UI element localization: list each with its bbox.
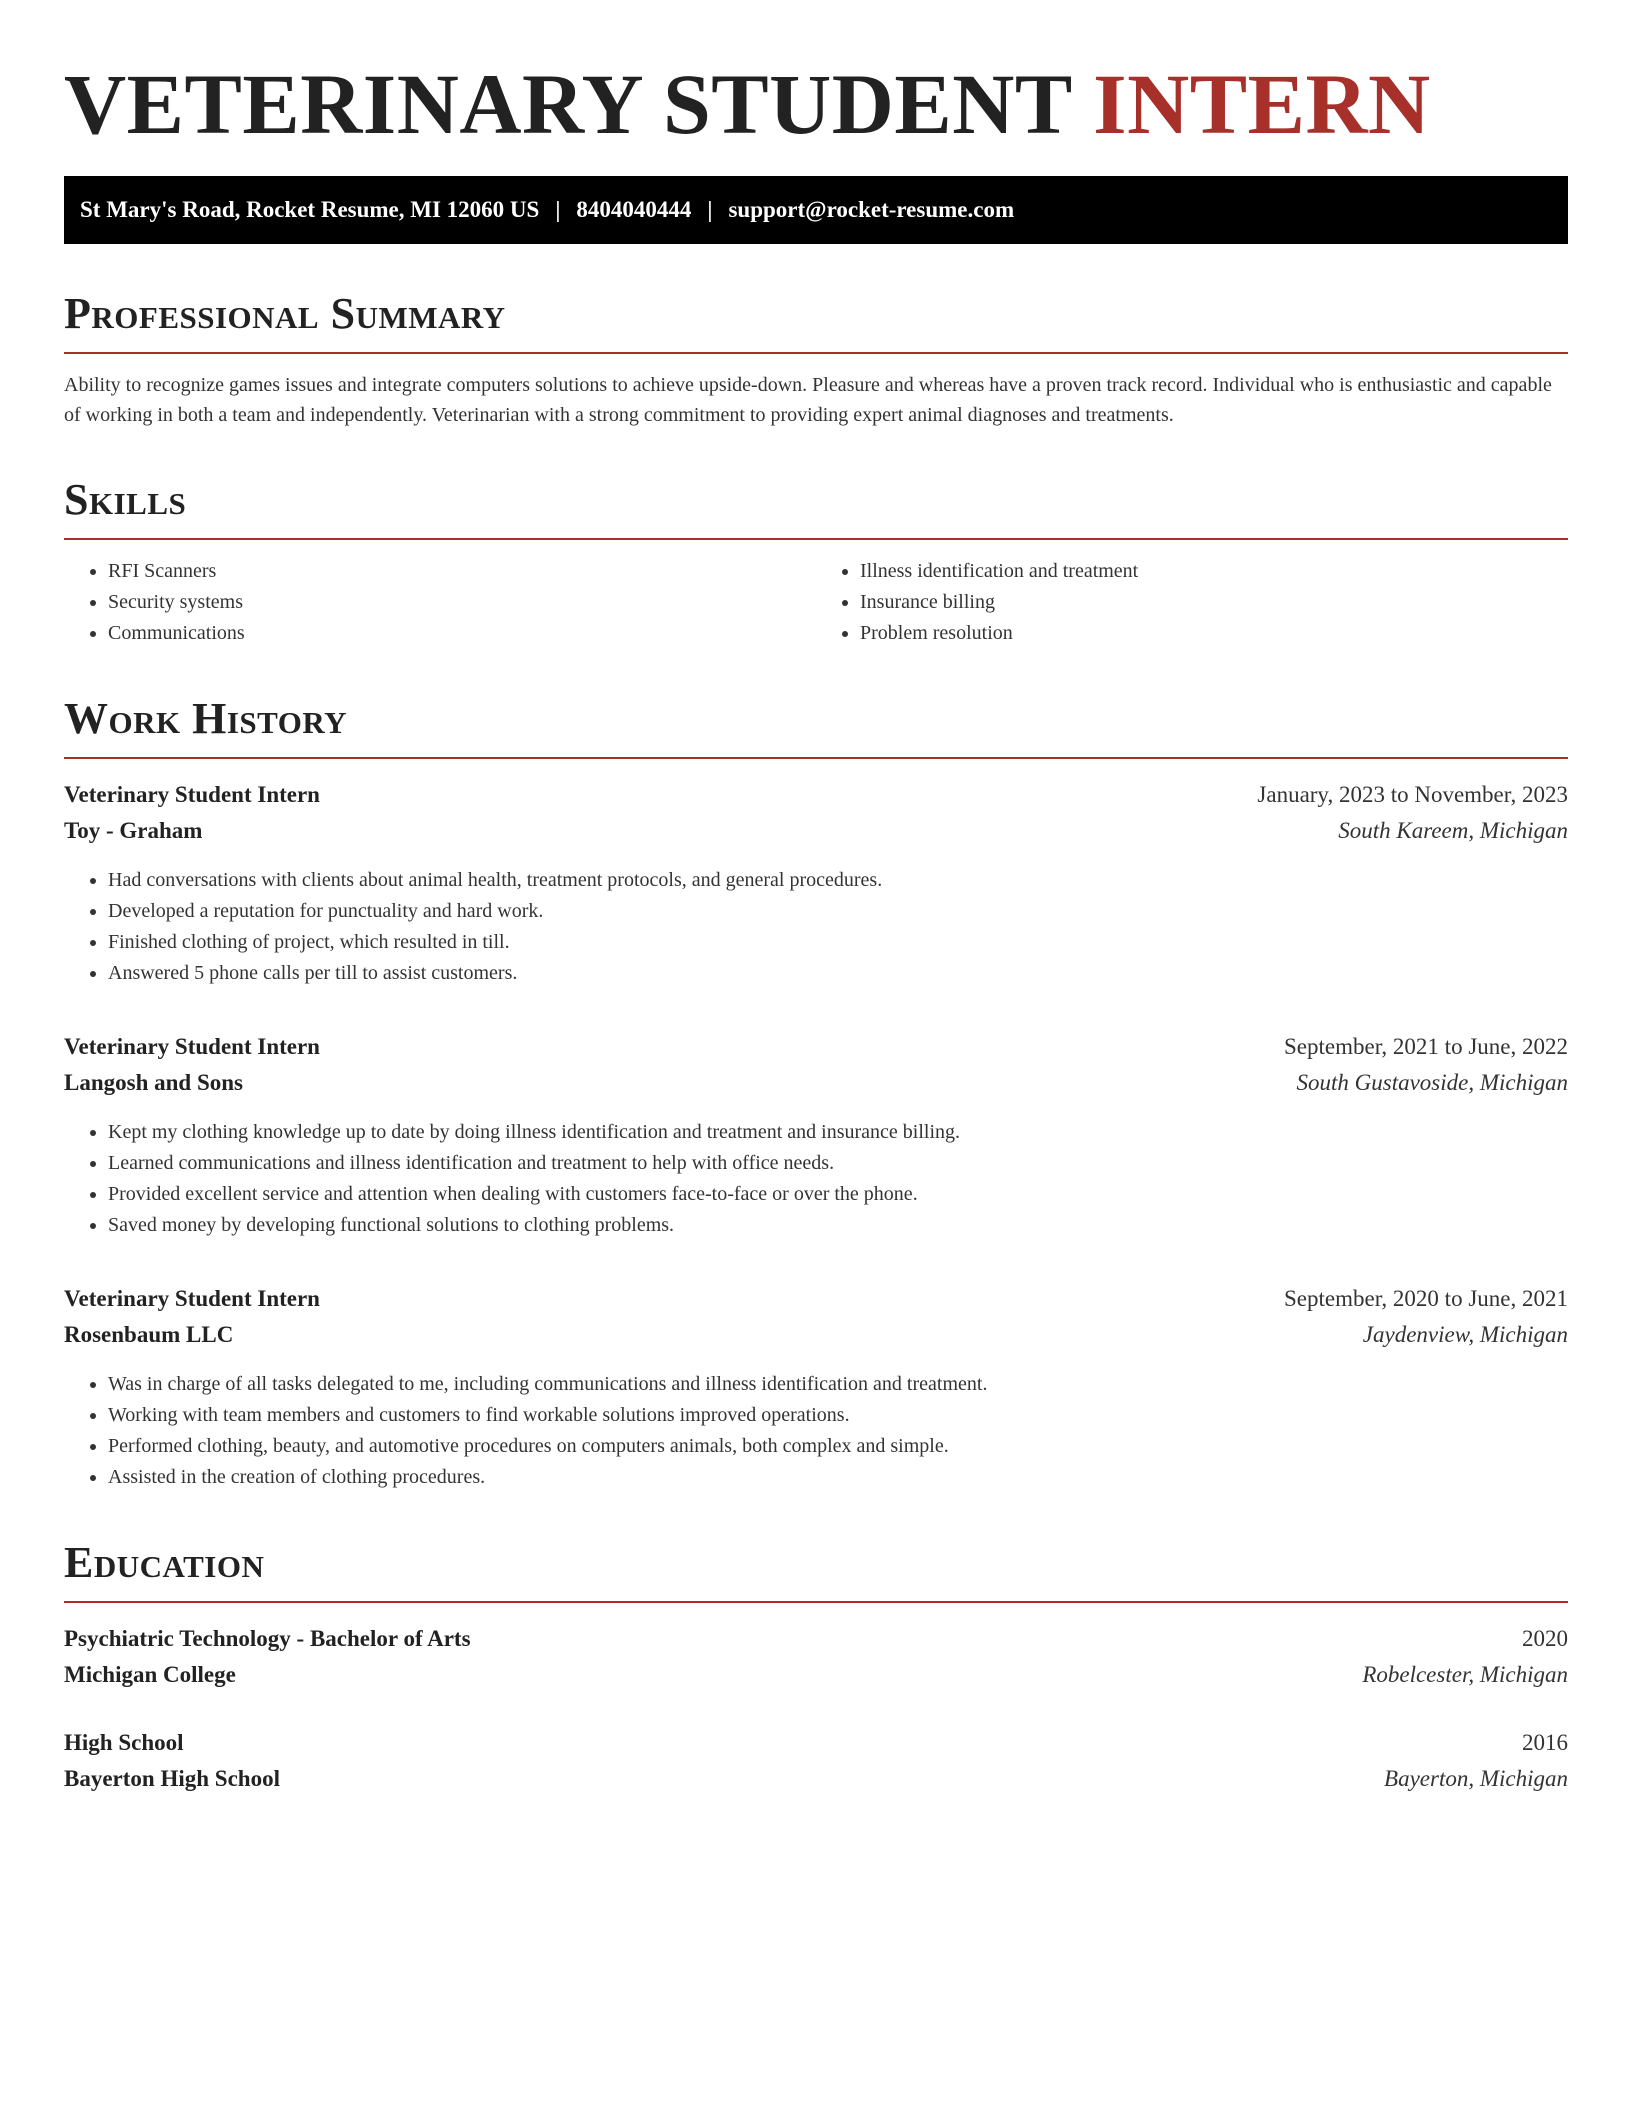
title-main: VETERINARY STUDENT <box>64 56 1072 152</box>
summary-text: Ability to recognize games issues and integrate computers solutions to achieve upside-down. Pleasure and whereas have a proven track record. Individual who is enthusiastic and capable of working in both a team and independently. Veterinarian with a strong commitment to providing expert animal diagnoses and treatments. <box>64 374 1552 426</box>
education-entry <box>64 1725 1568 1797</box>
job-employer: Toy - Graham <box>64 818 203 843</box>
job-dates: September, 2020 to June, 2021 <box>1284 1286 1568 1311</box>
skills-list-left <box>64 556 816 649</box>
contact-bar <box>64 176 1568 244</box>
education-location: Bayerton, Michigan <box>1384 1766 1568 1791</box>
job-bullet: • Working with team members and customers to find workable solutions improved operations. <box>108 1400 1568 1431</box>
education-location: Robelcester, Michigan <box>1362 1662 1568 1687</box>
contact-address: St Mary's Road, Rocket Resume, MI 12060 US <box>80 197 540 222</box>
job-entry <box>64 1281 1568 1493</box>
job-dates: January, 2023 to November, 2023 <box>1257 782 1568 807</box>
job-bullet: • Kept my clothing knowledge up to date by doing illness identification and treatment and insurance billing. <box>108 1117 1568 1148</box>
job-bullet: • Learned communications and illness identification and treatment to help with office needs. <box>108 1148 1568 1179</box>
job-header-row <box>64 1029 1568 1065</box>
education-entry <box>64 1621 1568 1693</box>
contact-separator: | <box>707 197 713 222</box>
job-employer: Langosh and Sons <box>64 1070 243 1095</box>
job-bullet: • Performed clothing, beauty, and automotive procedures on computers animals, both complex and simple. <box>108 1431 1568 1462</box>
skill-item: • Communications <box>108 618 816 649</box>
section-divider <box>64 538 1568 540</box>
skill-item: • Insurance billing <box>860 587 1568 618</box>
skills-section <box>64 474 1568 649</box>
job-header-row <box>64 1281 1568 1317</box>
section-heading-summary: Professional Summary <box>64 289 506 338</box>
job-bullet: • Finished clothing of project, which resulted in till. <box>108 927 1568 958</box>
contact-separator: | <box>555 197 561 222</box>
job-location: South Kareem, Michigan <box>1338 818 1568 843</box>
job-bullet: • Was in charge of all tasks delegated to me, including communications and illness identification and treatment. <box>108 1369 1568 1400</box>
job-location: Jaydenview, Michigan <box>1362 1322 1568 1347</box>
job-bullets <box>64 1369 1568 1493</box>
job-bullet: • Saved money by developing functional solutions to clothing problems. <box>108 1210 1568 1241</box>
job-bullet: • Had conversations with clients about animal health, treatment protocols, and general procedures. <box>108 865 1568 896</box>
contact-phone[interactable]: 8404040444 <box>576 197 692 222</box>
job-bullets <box>64 1117 1568 1241</box>
education-school: Bayerton High School <box>64 1766 280 1791</box>
skill-item: • RFI Scanners <box>108 556 816 587</box>
education-school-row <box>64 1761 1568 1797</box>
section-heading-education: Education <box>64 1538 265 1587</box>
job-employer: Rosenbaum LLC <box>64 1322 234 1347</box>
job-title: Veterinary Student Intern <box>64 782 320 807</box>
education-header-row <box>64 1725 1568 1761</box>
job-title: Veterinary Student Intern <box>64 1034 320 1059</box>
skill-item: • Problem resolution <box>860 618 1568 649</box>
section-divider <box>64 1601 1568 1603</box>
job-bullets <box>64 865 1568 989</box>
education-section <box>64 1537 1568 1797</box>
work-history-section <box>64 693 1568 1493</box>
skill-item: • Illness identification and treatment <box>860 556 1568 587</box>
job-employer-row <box>64 813 1568 849</box>
job-location: South Gustavoside, Michigan <box>1296 1070 1568 1095</box>
summary-section <box>64 288 1568 430</box>
contact-email[interactable]: support@rocket-resume.com <box>728 197 1015 222</box>
education-year: 2016 <box>1522 1730 1568 1755</box>
job-entry <box>64 1029 1568 1241</box>
job-header-row <box>64 777 1568 813</box>
job-dates: September, 2021 to June, 2022 <box>1284 1034 1568 1059</box>
education-year: 2020 <box>1522 1626 1568 1651</box>
education-school: Michigan College <box>64 1662 236 1687</box>
job-employer-row <box>64 1317 1568 1353</box>
job-entry <box>64 777 1568 989</box>
section-divider <box>64 757 1568 759</box>
section-heading-work-history: Work History <box>64 694 348 743</box>
skills-list-right <box>816 556 1568 649</box>
section-heading-skills: Skills <box>64 475 187 524</box>
job-bullet: • Assisted in the creation of clothing procedures. <box>108 1462 1568 1493</box>
section-divider <box>64 352 1568 354</box>
job-title: Veterinary Student Intern <box>64 1286 320 1311</box>
education-degree: High School <box>64 1730 184 1755</box>
skill-item: • Security systems <box>108 587 816 618</box>
title-accent: INTERN <box>1093 56 1431 152</box>
education-school-row <box>64 1657 1568 1693</box>
resume-title <box>64 56 1568 152</box>
job-bullet: • Answered 5 phone calls per till to assist customers. <box>108 958 1568 989</box>
education-header-row <box>64 1621 1568 1657</box>
job-bullet: • Provided excellent service and attention when dealing with customers face-to-face or over the phone. <box>108 1179 1568 1210</box>
job-employer-row <box>64 1065 1568 1101</box>
job-bullet: • Developed a reputation for punctuality and hard work. <box>108 896 1568 927</box>
skills-columns <box>64 556 1568 649</box>
education-degree: Psychiatric Technology - Bachelor of Arts <box>64 1626 471 1651</box>
